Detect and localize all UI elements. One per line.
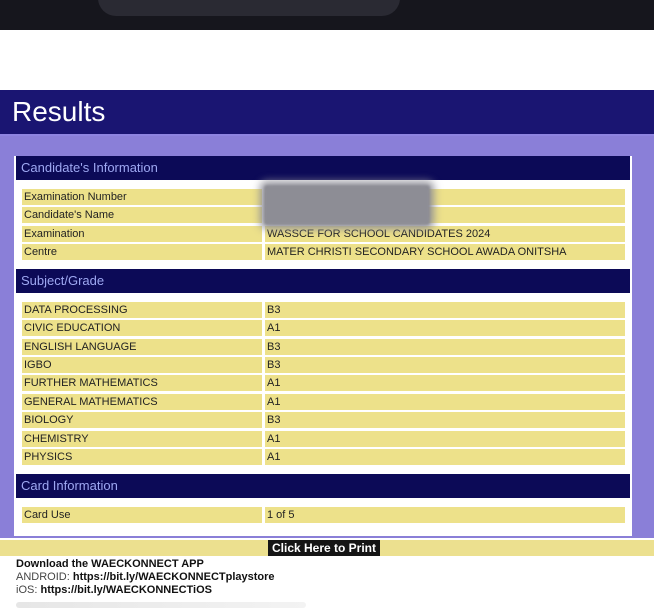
app-download-title: Download the WAECKONNECT APP bbox=[16, 558, 204, 570]
candidate-label: Centre bbox=[22, 244, 262, 260]
card-value: 1 of 5 bbox=[265, 507, 625, 523]
android-link[interactable]: https://bit.ly/WAECKONNECTplaystore bbox=[72, 571, 275, 583]
results-header bbox=[0, 90, 654, 136]
card-label: Card Use bbox=[22, 507, 262, 523]
subject-name: CHEMISTRY bbox=[22, 431, 262, 447]
page-title: Results bbox=[12, 96, 106, 127]
android-label: ANDROID: bbox=[16, 571, 70, 583]
candidate-label: Examination Number bbox=[22, 189, 262, 205]
ios-label: iOS: bbox=[16, 584, 38, 596]
grade-row bbox=[22, 357, 625, 373]
candidate-value: MATER CHRISTI SECONDARY SCHOOL AWADA ONITSHA bbox=[265, 244, 625, 260]
subject-grade: B3 bbox=[265, 339, 625, 355]
cut-off-text bbox=[16, 602, 306, 608]
ios-line bbox=[16, 584, 275, 597]
candidate-label: Candidate's Name bbox=[22, 207, 262, 223]
subject-grade: A1 bbox=[265, 431, 625, 447]
android-line bbox=[16, 571, 275, 584]
subject-grade: A1 bbox=[265, 449, 625, 465]
results-panel bbox=[0, 136, 654, 538]
subject-name: BIOLOGY bbox=[22, 412, 262, 428]
grade-row bbox=[22, 339, 625, 355]
ios-link[interactable]: https://bit.ly/WAECKONNECTiOS bbox=[40, 584, 212, 596]
subject-grade: A1 bbox=[265, 394, 625, 410]
device-notch bbox=[98, 0, 400, 16]
subject-name: DATA PROCESSING bbox=[22, 302, 262, 318]
candidate-label: Examination bbox=[22, 226, 262, 242]
subject-grade: A1 bbox=[265, 320, 625, 336]
subject-name: FURTHER MATHEMATICS bbox=[22, 375, 262, 391]
candidate-row-examination bbox=[22, 226, 625, 242]
results-table bbox=[14, 156, 632, 536]
subject-name: IGBO bbox=[22, 357, 262, 373]
redacted-exam-number bbox=[264, 185, 430, 225]
section-header-candidate: Candidate's Information bbox=[16, 156, 630, 180]
grade-row bbox=[22, 431, 625, 447]
subject-grade: B3 bbox=[265, 357, 625, 373]
app-download-info bbox=[16, 558, 275, 597]
candidate-value: WASSCE FOR SCHOOL CANDIDATES 2024 bbox=[265, 226, 625, 242]
device-status-bar bbox=[0, 0, 654, 30]
grade-row bbox=[22, 412, 625, 428]
subject-name: PHYSICS bbox=[22, 449, 262, 465]
grade-row bbox=[22, 394, 625, 410]
section-header-card: Card Information bbox=[16, 474, 630, 498]
subject-name: GENERAL MATHEMATICS bbox=[22, 394, 262, 410]
grade-row bbox=[22, 302, 625, 318]
print-button[interactable]: Click Here to Print bbox=[268, 540, 380, 556]
section-header-grades: Subject/Grade bbox=[16, 269, 630, 293]
card-row-usage bbox=[22, 507, 625, 523]
grade-row bbox=[22, 449, 625, 465]
subject-name: CIVIC EDUCATION bbox=[22, 320, 262, 336]
subject-name: ENGLISH LANGUAGE bbox=[22, 339, 262, 355]
grade-row bbox=[22, 375, 625, 391]
subject-grade: B3 bbox=[265, 412, 625, 428]
candidate-row-centre bbox=[22, 244, 625, 260]
grade-row bbox=[22, 320, 625, 336]
subject-grade: A1 bbox=[265, 375, 625, 391]
subject-grade: B3 bbox=[265, 302, 625, 318]
